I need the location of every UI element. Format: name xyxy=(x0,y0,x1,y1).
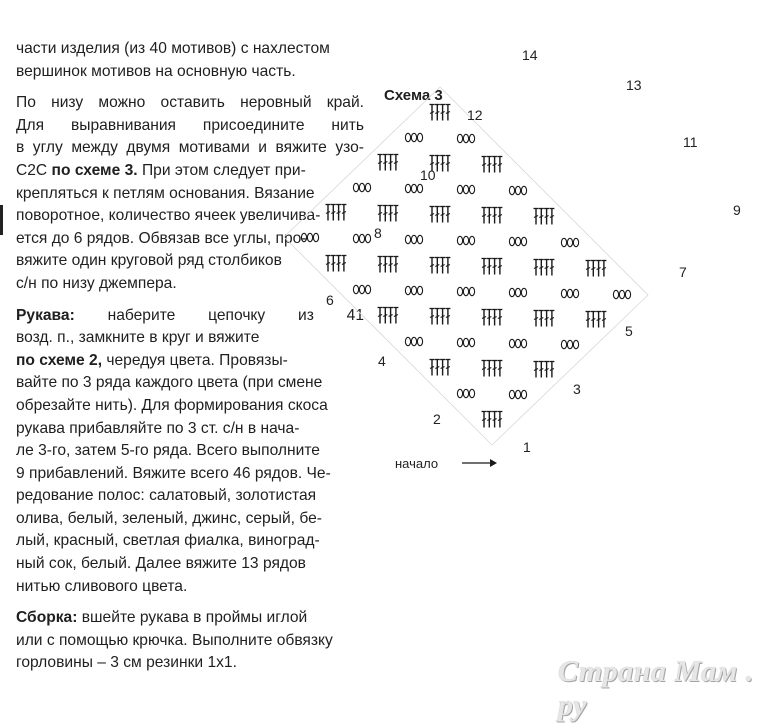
text-line: вершинок мотивов на основную часть. xyxy=(16,62,296,80)
dc-block xyxy=(482,259,503,275)
text-line: крепляться к петлям основания. Вязание xyxy=(16,184,315,202)
dc-block xyxy=(430,207,451,223)
chain-loops xyxy=(405,235,422,243)
chain-loops xyxy=(457,287,474,295)
chain-loops xyxy=(301,233,318,241)
row-number-label: 11 xyxy=(683,134,698,150)
dc-block xyxy=(534,362,555,378)
text-line: ется до 6 рядов. Обвязав все углы, про- xyxy=(16,229,307,247)
text-line: 9 прибавлений. Вяжите всего 46 рядов. Че- xyxy=(16,464,331,482)
text-fragment: чередуя цвета. Провязы- xyxy=(106,351,288,369)
row-number-label: 6 xyxy=(326,292,334,308)
dc-block xyxy=(378,155,399,171)
text-line: с/н по низу джемпера. xyxy=(16,274,177,292)
chain-loops xyxy=(405,337,422,345)
chain-loops xyxy=(457,236,474,244)
row-number-label: 7 xyxy=(679,264,687,280)
start-label xyxy=(395,456,438,471)
chain-loops xyxy=(405,133,422,141)
chain-loops xyxy=(509,237,526,245)
dc-block xyxy=(482,157,503,173)
dc-block xyxy=(482,310,503,326)
row-number-label: 2 xyxy=(433,411,441,427)
dc-block xyxy=(378,206,399,222)
text-line: олива, белый, зеленый, джинс, серый, бе- xyxy=(16,509,322,527)
text-fragment: При этом следует при- xyxy=(141,161,306,179)
text-fragment: вшейте рукава в проймы иглой xyxy=(81,609,308,627)
text-line: лый, красный, светлая фиалка, виноград- xyxy=(16,532,320,550)
text-line: ный сок, белый. Далее вяжите 13 рядов xyxy=(16,555,306,573)
chain-loops xyxy=(509,390,526,398)
dc-block xyxy=(586,312,607,328)
text-fragment: С2С xyxy=(16,161,48,179)
text-line: вайте по 3 ряда каждого цвета (при смене xyxy=(16,374,323,392)
row-number-label: 13 xyxy=(626,77,642,93)
section-heading-assembly: Сборка: xyxy=(16,609,78,627)
row-number-label: 12 xyxy=(467,107,483,123)
chain-loops xyxy=(405,184,422,192)
dc-block xyxy=(534,260,555,276)
chain-loops xyxy=(457,389,474,397)
dc-block xyxy=(326,205,347,221)
dc-block xyxy=(430,258,451,274)
row-number-label: 9 xyxy=(733,202,741,218)
chain-loops xyxy=(457,185,474,193)
chain-loops xyxy=(509,186,526,194)
text-line: в углу между двумя мотивами и вяжите узо- xyxy=(16,139,364,157)
dc-block xyxy=(534,311,555,327)
chain-loops xyxy=(561,289,578,297)
dc-block xyxy=(482,412,503,428)
chain-loops xyxy=(353,234,370,242)
text-line: возд. п., замкните в круг и вяжите xyxy=(16,329,260,347)
text-line: ле 3-го, затем 5-го ряда. Всего выполните xyxy=(16,442,320,460)
text-line: обрезайте нить). Для формирования скоса xyxy=(16,396,328,414)
row-number-label: 1 xyxy=(523,439,531,455)
chain-loops xyxy=(509,288,526,296)
dc-block xyxy=(430,309,451,325)
row-number-label: 4 xyxy=(378,353,386,369)
scheme-2-reference: по схеме 2, xyxy=(16,351,103,369)
dc-block xyxy=(534,209,555,225)
chain-loops xyxy=(561,340,578,348)
dc-block xyxy=(586,261,607,277)
scheme-3-reference: по схеме 3. xyxy=(51,161,138,179)
text-fragment: наберите цепочку из 41 xyxy=(107,306,365,324)
dc-block xyxy=(326,256,347,272)
chain-loops xyxy=(509,339,526,347)
chain-loops xyxy=(405,286,422,294)
row-number-label: 10 xyxy=(420,167,436,183)
text-line: или с помощью крючка. Выполните обвязку xyxy=(16,631,333,649)
site-watermark: Страна Мам . ру xyxy=(558,655,754,722)
dc-block xyxy=(378,308,399,324)
text-line: вяжите один круговой ряд столбиков xyxy=(16,252,282,270)
section-heading-sleeves: Рукава: xyxy=(16,306,75,324)
dc-block xyxy=(378,257,399,273)
text-line: Для выравнивания присоедините нить xyxy=(16,116,364,134)
text-line: рукава прибавляйте по 3 ст. с/н в нача- xyxy=(16,419,300,437)
chain-loops xyxy=(353,285,370,293)
dc-block xyxy=(482,208,503,224)
row-number-label: 14 xyxy=(522,47,538,63)
row-number-label: 8 xyxy=(374,225,382,241)
chain-loops xyxy=(353,183,370,191)
chain-loops xyxy=(457,134,474,142)
text-line: горловины – 3 см резинки 1х1. xyxy=(16,654,237,672)
dc-block xyxy=(430,105,451,121)
chain-loops xyxy=(561,238,578,246)
dc-block xyxy=(482,361,503,377)
text-line: редование полос: салатовый, золотистая xyxy=(16,487,317,505)
dc-block xyxy=(430,360,451,376)
scheme-title: Схема 3 xyxy=(384,87,443,104)
text-line: поворотное, количество ячеек увеличива- xyxy=(16,207,321,225)
chain-loops xyxy=(457,338,474,346)
row-number-label: 3 xyxy=(573,381,581,397)
text-line: нитью сливового цвета. xyxy=(16,577,188,595)
text-line: По низу можно оставить неровный край. xyxy=(16,94,364,112)
text-line: части изделия (из 40 мотивов) с нахлестом xyxy=(16,40,330,57)
chain-loops xyxy=(613,290,630,298)
start-arrowhead xyxy=(490,459,497,467)
start-label-text: начало xyxy=(395,456,439,471)
row-number-label: 5 xyxy=(625,323,633,339)
